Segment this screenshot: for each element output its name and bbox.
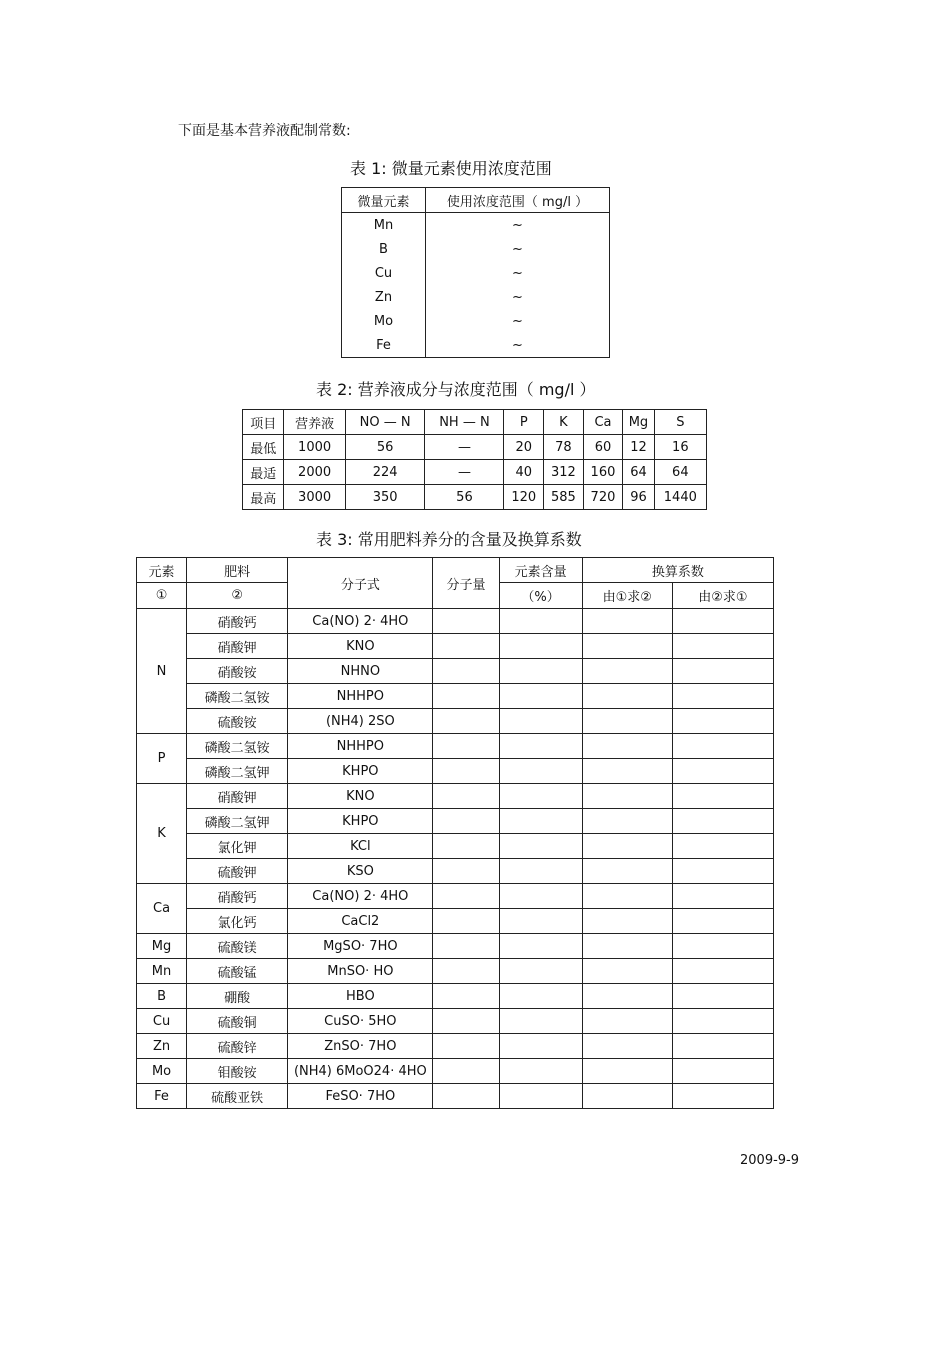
- table-row: [137, 809, 774, 834]
- blank-cell: [672, 734, 773, 759]
- header-formula: 分子式: [288, 558, 433, 609]
- table2-cell: 96: [623, 485, 654, 510]
- table2-cell: 720: [583, 485, 623, 510]
- element-cell: N: [137, 609, 187, 734]
- range-cell: ~: [426, 237, 610, 261]
- header-molecular-weight: 分子量: [433, 558, 499, 609]
- table2-cell: 最高: [243, 485, 284, 510]
- table2-cell: 64: [654, 460, 706, 485]
- fertilizer-cell: 硼酸: [187, 984, 288, 1009]
- blank-cell: [433, 909, 499, 934]
- blank-cell: [582, 784, 672, 809]
- blank-cell: [672, 934, 773, 959]
- element-cell: K: [137, 784, 187, 884]
- table2-header: S: [654, 410, 706, 435]
- table2-header: P: [504, 410, 544, 435]
- table-row: [137, 1034, 774, 1059]
- table2-header: Ca: [583, 410, 623, 435]
- blank-cell: [672, 684, 773, 709]
- table-row: [137, 609, 774, 634]
- formula-cell: KNO: [288, 634, 433, 659]
- table2-cell: 350: [345, 485, 425, 510]
- table2-nutrient-ranges: [242, 409, 707, 510]
- blank-cell: [433, 959, 499, 984]
- table2-cell: —: [425, 460, 504, 485]
- blank-cell: [499, 884, 582, 909]
- formula-cell: FeSO· 7HO: [288, 1084, 433, 1109]
- table2-header: 项目: [243, 410, 284, 435]
- blank-cell: [433, 734, 499, 759]
- blank-cell: [499, 759, 582, 784]
- table2-cell: 78: [544, 435, 584, 460]
- blank-cell: [433, 709, 499, 734]
- header-factor-1to2: 由①求②: [582, 583, 672, 609]
- blank-cell: [582, 1009, 672, 1034]
- table2-cell: 56: [345, 435, 425, 460]
- blank-cell: [582, 634, 672, 659]
- blank-cell: [582, 809, 672, 834]
- blank-cell: [499, 909, 582, 934]
- table-row: [137, 759, 774, 784]
- element-cell: Mn: [137, 959, 187, 984]
- table-row: [137, 1059, 774, 1084]
- blank-cell: [433, 759, 499, 784]
- formula-cell: CuSO· 5HO: [288, 1009, 433, 1034]
- blank-cell: [499, 709, 582, 734]
- element-cell: Zn: [342, 285, 426, 309]
- table-row: [137, 1009, 774, 1034]
- blank-cell: [582, 884, 672, 909]
- range-cell: ~: [426, 333, 610, 358]
- header-content: 元素含量: [499, 558, 582, 583]
- table-row: [243, 435, 707, 460]
- fertilizer-cell: 氯化钾: [187, 834, 288, 859]
- table-row: [342, 237, 610, 261]
- blank-cell: [672, 1059, 773, 1084]
- table2-cell: 64: [623, 460, 654, 485]
- blank-cell: [582, 834, 672, 859]
- table2-cell: 160: [583, 460, 623, 485]
- blank-cell: [672, 659, 773, 684]
- table2-cell: 585: [544, 485, 584, 510]
- table1-header: 微量元素: [342, 188, 426, 213]
- table2-caption: 表 2: 营养液成分与浓度范围（ mg/l ）: [316, 380, 596, 399]
- range-cell: ~: [426, 213, 610, 238]
- element-cell: B: [342, 237, 426, 261]
- blank-cell: [582, 709, 672, 734]
- formula-cell: KCl: [288, 834, 433, 859]
- table1-micro-elements: [341, 187, 610, 358]
- element-cell: Fe: [342, 333, 426, 358]
- table2-cell: 20: [504, 435, 544, 460]
- table-row: [137, 834, 774, 859]
- blank-cell: [582, 934, 672, 959]
- table-row: [137, 959, 774, 984]
- table2-cell: 312: [544, 460, 584, 485]
- table2-cell: 1440: [654, 485, 706, 510]
- header-content-unit: （%）: [499, 583, 582, 609]
- blank-cell: [582, 1034, 672, 1059]
- formula-cell: KSO: [288, 859, 433, 884]
- element-cell: Mg: [137, 934, 187, 959]
- blank-cell: [672, 834, 773, 859]
- blank-cell: [582, 609, 672, 634]
- table2-cell: 60: [583, 435, 623, 460]
- table-row: [342, 261, 610, 285]
- formula-cell: Ca(NO) 2· 4HO: [288, 609, 433, 634]
- blank-cell: [582, 909, 672, 934]
- table2-cell: 56: [425, 485, 504, 510]
- table2-cell: 1000: [284, 435, 345, 460]
- table-row: [137, 784, 774, 809]
- blank-cell: [433, 859, 499, 884]
- blank-cell: [499, 809, 582, 834]
- table-row: [137, 909, 774, 934]
- fertilizer-cell: 硫酸钾: [187, 859, 288, 884]
- header-factor-2to1: 由②求①: [672, 583, 773, 609]
- blank-cell: [499, 659, 582, 684]
- table2-cell: 2000: [284, 460, 345, 485]
- formula-cell: KHPO: [288, 809, 433, 834]
- table-row: [137, 884, 774, 909]
- fertilizer-cell: 硫酸锰: [187, 959, 288, 984]
- formula-cell: KHPO: [288, 759, 433, 784]
- header-factor: 换算系数: [582, 558, 773, 583]
- blank-cell: [672, 634, 773, 659]
- blank-cell: [433, 1034, 499, 1059]
- blank-cell: [433, 1009, 499, 1034]
- blank-cell: [499, 684, 582, 709]
- blank-cell: [672, 1084, 773, 1109]
- table2-cell: 最低: [243, 435, 284, 460]
- blank-cell: [433, 609, 499, 634]
- blank-cell: [582, 684, 672, 709]
- blank-cell: [499, 1084, 582, 1109]
- table-row: [342, 213, 610, 238]
- range-cell: ~: [426, 309, 610, 333]
- blank-cell: [433, 809, 499, 834]
- table-header-row: [243, 410, 707, 435]
- table-row: [137, 634, 774, 659]
- blank-cell: [582, 984, 672, 1009]
- blank-cell: [433, 834, 499, 859]
- blank-cell: [433, 659, 499, 684]
- table2-cell: —: [425, 435, 504, 460]
- blank-cell: [499, 834, 582, 859]
- fertilizer-cell: 硫酸亚铁: [187, 1084, 288, 1109]
- fertilizer-cell: 磷酸二氢钾: [187, 759, 288, 784]
- fertilizer-cell: 硝酸铵: [187, 659, 288, 684]
- table2-cell: 最适: [243, 460, 284, 485]
- blank-cell: [582, 734, 672, 759]
- table-row: [137, 934, 774, 959]
- formula-cell: NHHPO: [288, 684, 433, 709]
- table-row: [137, 984, 774, 1009]
- blank-cell: [433, 1084, 499, 1109]
- blank-cell: [433, 684, 499, 709]
- blank-cell: [672, 1034, 773, 1059]
- blank-cell: [433, 934, 499, 959]
- header-element: 元素: [137, 558, 187, 583]
- table3-caption: 表 3: 常用肥料养分的含量及换算系数: [316, 530, 582, 549]
- table2-header: K: [544, 410, 584, 435]
- blank-cell: [672, 859, 773, 884]
- table2-cell: 12: [623, 435, 654, 460]
- blank-cell: [582, 959, 672, 984]
- blank-cell: [433, 784, 499, 809]
- element-cell: Cu: [342, 261, 426, 285]
- fertilizer-cell: 钼酸铵: [187, 1059, 288, 1084]
- blank-cell: [672, 784, 773, 809]
- blank-cell: [499, 634, 582, 659]
- table2-header: NH — N: [425, 410, 504, 435]
- blank-cell: [499, 934, 582, 959]
- formula-cell: (NH4) 6MoO24· 4HO: [288, 1059, 433, 1084]
- element-cell: Mo: [137, 1059, 187, 1084]
- fertilizer-cell: 硫酸铜: [187, 1009, 288, 1034]
- blank-cell: [672, 884, 773, 909]
- blank-cell: [499, 784, 582, 809]
- table2-header: NO — N: [345, 410, 425, 435]
- fertilizer-cell: 硫酸锌: [187, 1034, 288, 1059]
- blank-cell: [499, 609, 582, 634]
- blank-cell: [672, 984, 773, 1009]
- element-cell: Fe: [137, 1084, 187, 1109]
- formula-cell: NHHPO: [288, 734, 433, 759]
- fertilizer-cell: 硫酸镁: [187, 934, 288, 959]
- table2-cell: 40: [504, 460, 544, 485]
- blank-cell: [582, 1059, 672, 1084]
- fertilizer-cell: 硫酸铵: [187, 709, 288, 734]
- intro-text: 下面是基本营养液配制常数:: [178, 123, 351, 139]
- element-cell: Ca: [137, 884, 187, 934]
- blank-cell: [582, 859, 672, 884]
- blank-cell: [499, 1009, 582, 1034]
- blank-cell: [672, 909, 773, 934]
- blank-cell: [499, 734, 582, 759]
- blank-cell: [433, 984, 499, 1009]
- table-row: [137, 859, 774, 884]
- fertilizer-cell: 硝酸钙: [187, 884, 288, 909]
- blank-cell: [672, 709, 773, 734]
- table-row: [243, 485, 707, 510]
- blank-cell: [499, 859, 582, 884]
- header-fertilizer-mark: ②: [187, 583, 288, 609]
- fertilizer-cell: 磷酸二氢铵: [187, 734, 288, 759]
- table2-cell: 3000: [284, 485, 345, 510]
- fertilizer-cell: 硝酸钾: [187, 634, 288, 659]
- formula-cell: CaCl2: [288, 909, 433, 934]
- blank-cell: [499, 984, 582, 1009]
- element-cell: Zn: [137, 1034, 187, 1059]
- formula-cell: KNO: [288, 784, 433, 809]
- blank-cell: [582, 1084, 672, 1109]
- table-row: [137, 1084, 774, 1109]
- element-cell: Cu: [137, 1009, 187, 1034]
- blank-cell: [672, 759, 773, 784]
- table1-caption: 表 1: 微量元素使用浓度范围: [350, 159, 552, 178]
- table-row: [137, 709, 774, 734]
- table2-header: Mg: [623, 410, 654, 435]
- table2-header: 营养液: [284, 410, 345, 435]
- blank-cell: [499, 1059, 582, 1084]
- fertilizer-cell: 氯化钙: [187, 909, 288, 934]
- table-row: [342, 333, 610, 358]
- element-cell: Mn: [342, 213, 426, 238]
- table-row: [243, 460, 707, 485]
- blank-cell: [499, 1034, 582, 1059]
- blank-cell: [582, 659, 672, 684]
- table2-cell: 120: [504, 485, 544, 510]
- range-cell: ~: [426, 285, 610, 309]
- blank-cell: [433, 634, 499, 659]
- table2-cell: 16: [654, 435, 706, 460]
- blank-cell: [672, 1009, 773, 1034]
- fertilizer-cell: 硝酸钾: [187, 784, 288, 809]
- blank-cell: [433, 1059, 499, 1084]
- element-cell: B: [137, 984, 187, 1009]
- blank-cell: [672, 959, 773, 984]
- header-fertilizer: 肥料: [187, 558, 288, 583]
- formula-cell: MgSO· 7HO: [288, 934, 433, 959]
- blank-cell: [672, 609, 773, 634]
- formula-cell: (NH4) 2SO: [288, 709, 433, 734]
- formula-cell: ZnSO· 7HO: [288, 1034, 433, 1059]
- blank-cell: [582, 759, 672, 784]
- formula-cell: Ca(NO) 2· 4HO: [288, 884, 433, 909]
- blank-cell: [499, 959, 582, 984]
- range-cell: ~: [426, 261, 610, 285]
- table-row: [137, 659, 774, 684]
- blank-cell: [672, 809, 773, 834]
- formula-cell: MnSO· HO: [288, 959, 433, 984]
- formula-cell: HBO: [288, 984, 433, 1009]
- table3-fertilizer-conversion: [136, 557, 774, 1109]
- table-row: [137, 734, 774, 759]
- table-row: [342, 309, 610, 333]
- table-row: [342, 285, 610, 309]
- document-date: 2009-9-9: [740, 1153, 800, 1168]
- blank-cell: [433, 884, 499, 909]
- element-cell: P: [137, 734, 187, 784]
- fertilizer-cell: 磷酸二氢铵: [187, 684, 288, 709]
- element-cell: Mo: [342, 309, 426, 333]
- table2-cell: 224: [345, 460, 425, 485]
- table1-header: 使用浓度范围（ mg/l ）: [426, 188, 610, 213]
- fertilizer-cell: 硝酸钙: [187, 609, 288, 634]
- formula-cell: NHNO: [288, 659, 433, 684]
- table-row: [137, 684, 774, 709]
- fertilizer-cell: 磷酸二氢钾: [187, 809, 288, 834]
- header-element-mark: ①: [137, 583, 187, 609]
